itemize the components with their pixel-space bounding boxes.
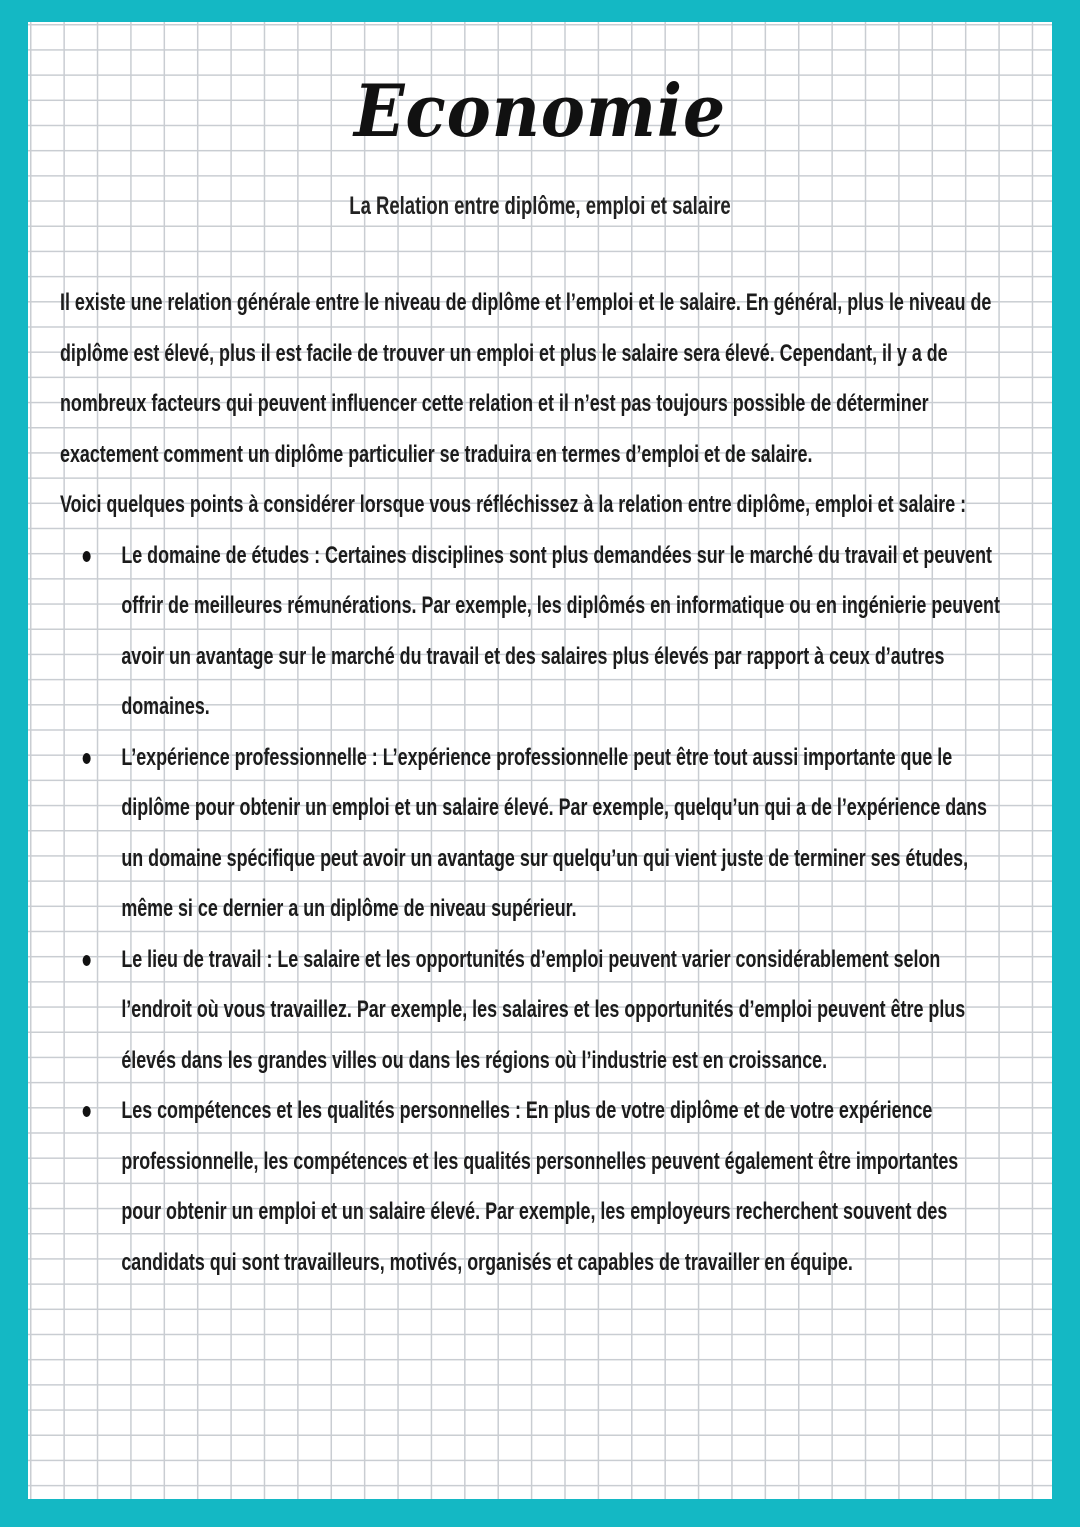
list-item: Le lieu de travail : Le salaire et les opportunités d’emploi peuvent varier considérablement selon l’endroit où vous travaillez. Par exemple, les salaires et les opportunités d’emploi peuvent être plus élevés dans les grandes villes ou dans les régions où l’industrie est en croissance. — [121, 935, 1001, 1087]
intro-paragraph: Il existe une relation générale entre le niveau de diplôme et l’emploi et le salaire. En général, plus le niveau de diplôme est élevé, plus il est facile de trouver un emploi et plus le salaire sera élevé. Cependant, il y a de nombreux facteurs qui peuvent influencer cette relation et il n’est pas toujours possible de déterminer exactement comment un diplôme particulier se traduira en termes d’emploi et de salaire. — [60, 289, 992, 468]
lead-paragraph: Voici quelques points à considérer lorsque vous réfléchissez à la relation entre diplôme, emploi et salaire : — [60, 491, 967, 518]
list-item: Les compétences et les qualités personnelles : En plus de votre diplôme et de votre expérience professionnelle, les compétences et les qualités personnelles peuvent également être importantes pour obtenir un emploi et un salaire élevé. Par exemple, les employeurs recherchent souvent des candidats qui sont travailleurs, motivés, organisés et capables de travailler en équipe. — [121, 1086, 1001, 1288]
list-item: Le domaine de études : Certaines disciplines sont plus demandées sur le marché du travail et peuvent offrir de meilleures rémunérations. Par exemple, les diplômés en informatique ou en ingénierie peuvent avoir un avantage sur le marché du travail et des salaires plus élevés par rapport à ceux d’autres domaines. — [121, 531, 1001, 733]
grid-paper-page — [28, 22, 1052, 1499]
points-list — [60, 531, 1002, 1289]
page-title: Economie — [353, 68, 727, 153]
document-body — [60, 278, 1002, 1288]
list-item: L’expérience professionnelle : L’expérience professionnelle peut être tout aussi importante que le diplôme pour obtenir un emploi et un salaire élevé. Par exemple, quelqu’un qui a de l’expérience dans un domaine spécifique peut avoir un avantage sur quelqu’un qui vient juste de terminer ses études, même si ce dernier a un diplôme de niveau supérieur. — [121, 733, 1001, 935]
page-subtitle: La Relation entre diplôme, emploi et salaire — [349, 192, 731, 220]
